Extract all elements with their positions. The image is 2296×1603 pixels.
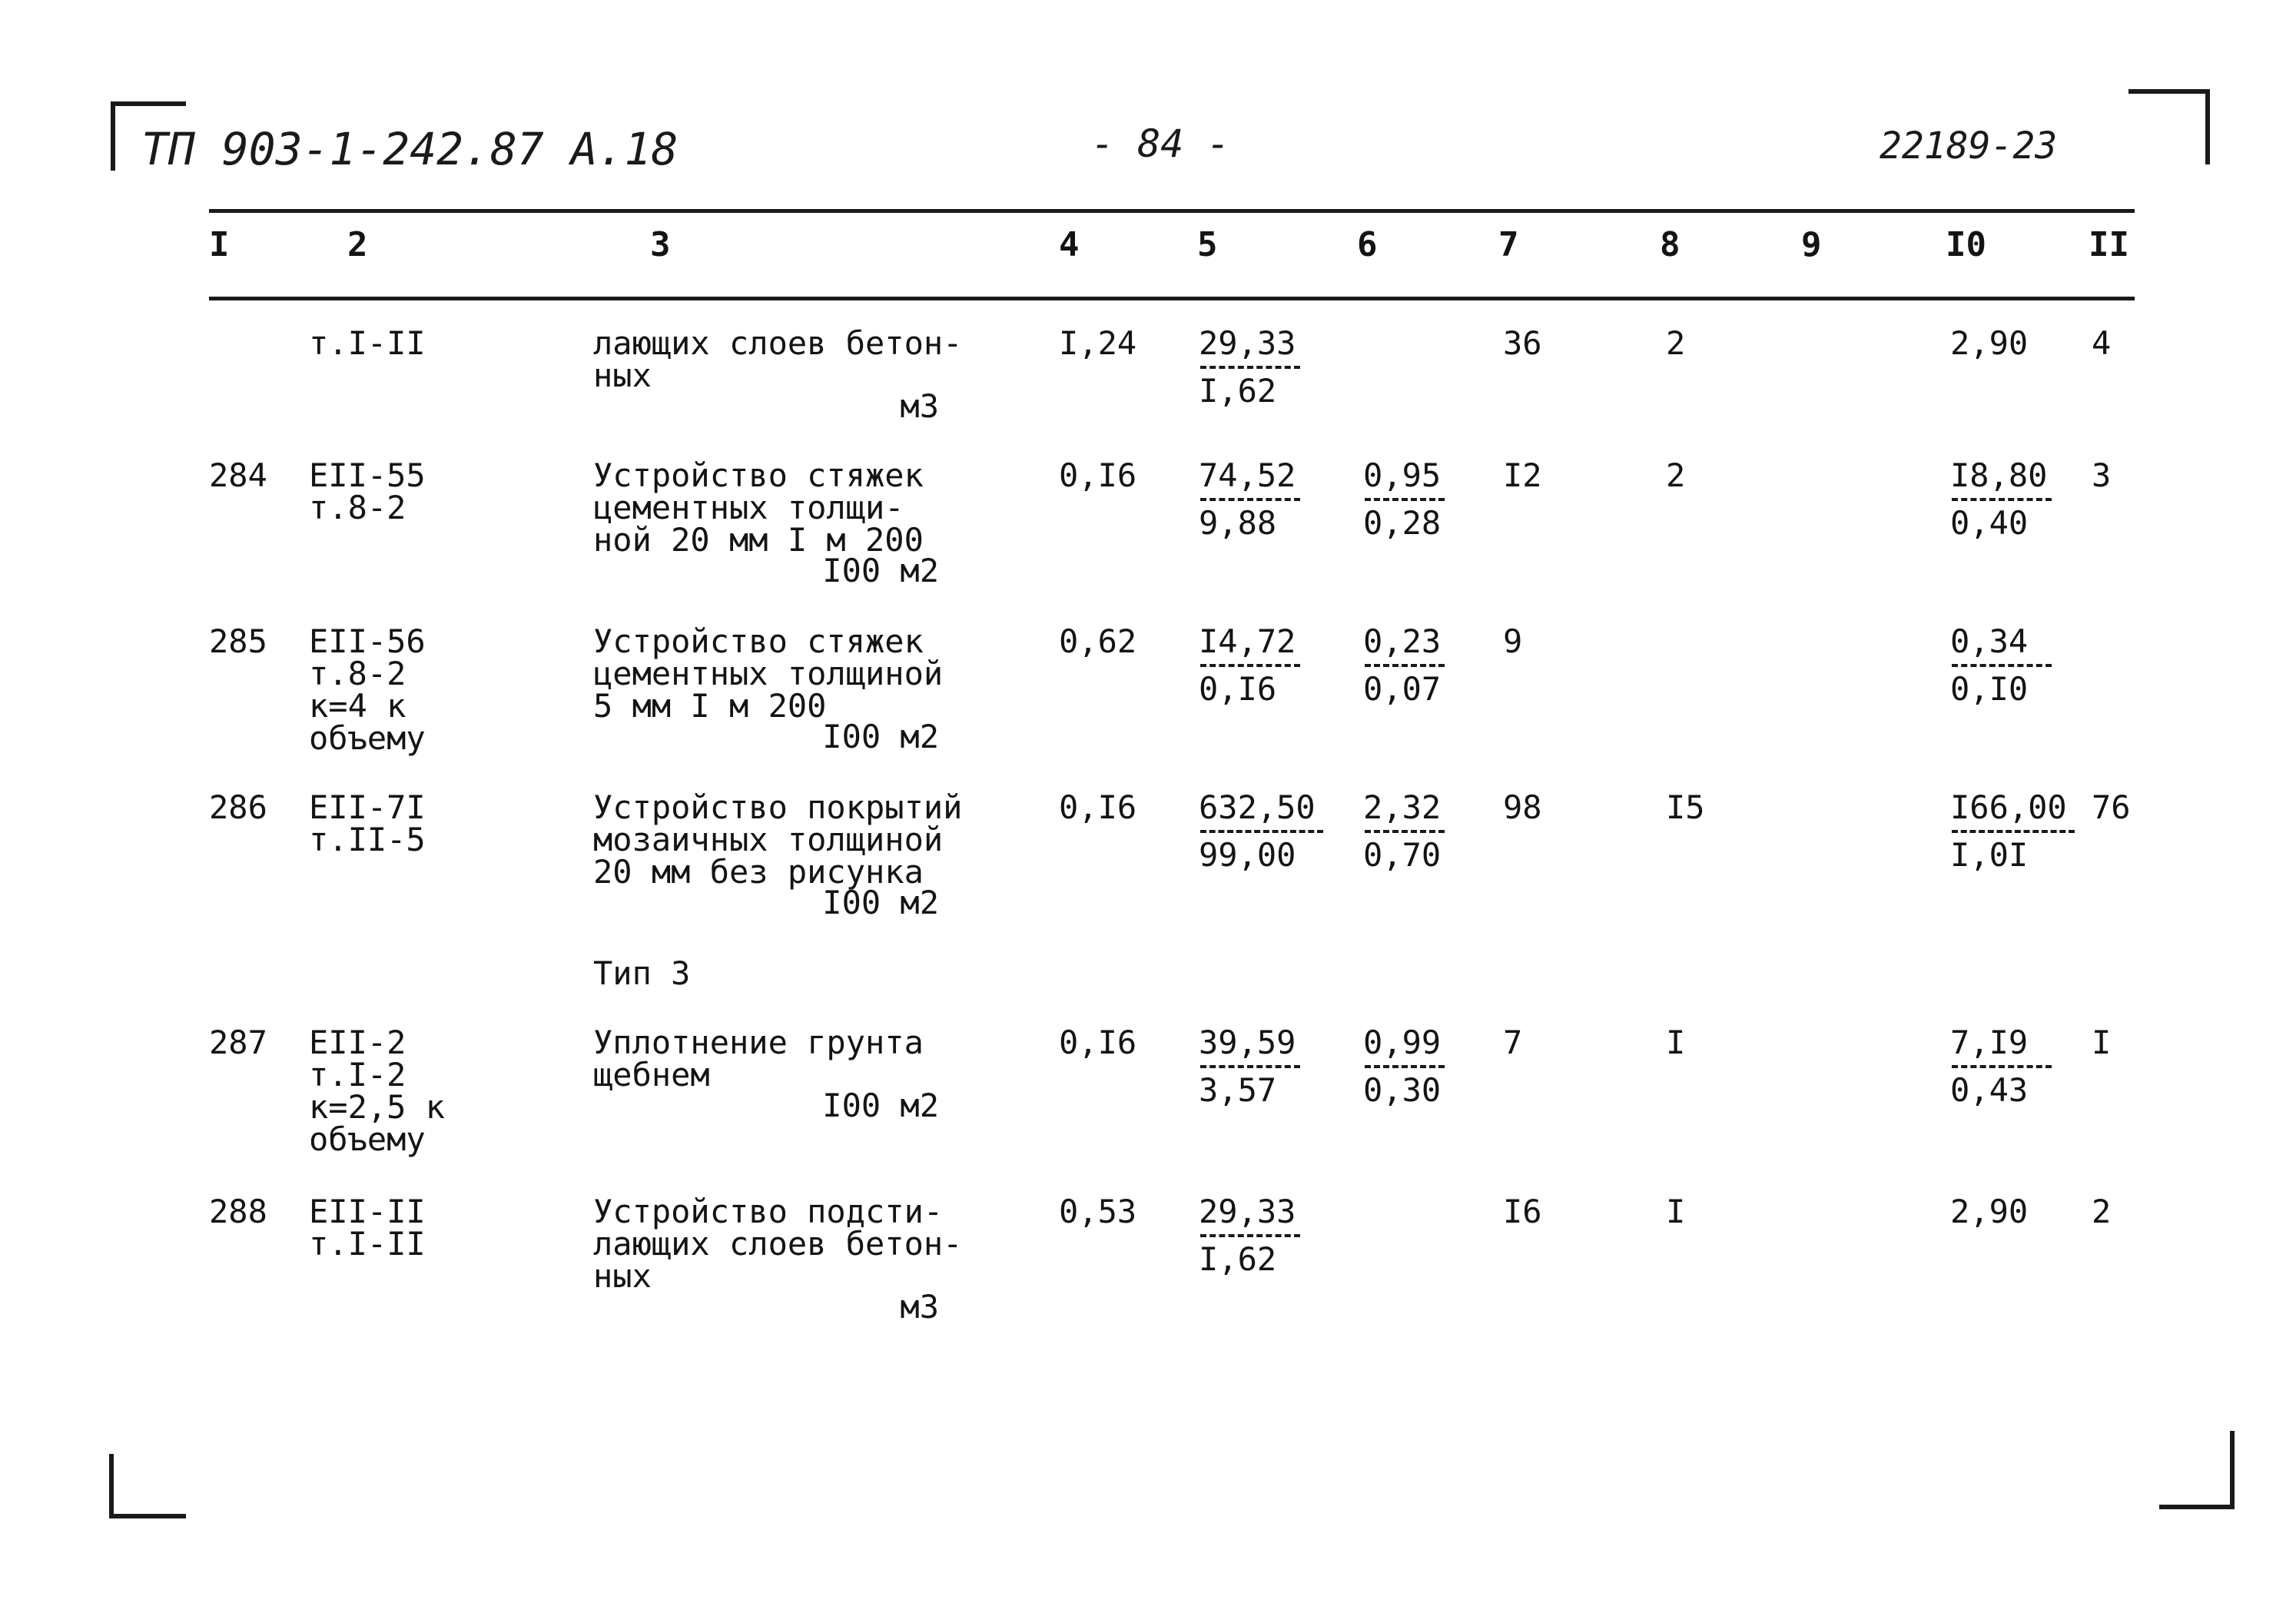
labor-total: 4: [2092, 324, 2112, 362]
norm-code: ЕII-56: [309, 622, 426, 660]
fraction-line: [1952, 1065, 2052, 1068]
norm-code: к=4 к: [309, 687, 406, 725]
unit-of-measure: I00 м2: [822, 884, 939, 921]
norm-code: т.8-2: [309, 655, 406, 692]
labor-value: 98: [1503, 788, 1542, 826]
fraction-line: [1365, 498, 1445, 501]
quantity-value: 0,I6: [1059, 456, 1137, 494]
unit-of-measure: м3: [900, 1288, 939, 1326]
work-description: ной 20 мм I м 200: [593, 521, 924, 559]
column-header: 9: [1801, 225, 1822, 264]
fraction-line: [1952, 498, 2052, 501]
norm-code: ЕII-55: [309, 456, 426, 494]
fraction-line: [1200, 366, 1300, 369]
total-cost: 7,I9: [1950, 1024, 2029, 1061]
workers-value: I5: [1666, 788, 1705, 826]
work-description: Уплотнение грунта: [593, 1024, 924, 1061]
work-description: Устройство покрытий: [593, 788, 963, 826]
work-description: мозаичных толщиной: [593, 821, 944, 858]
labor-total: 3: [2092, 456, 2112, 494]
total-cost: I66,00: [1950, 788, 2067, 826]
cost-wages: 0,I6: [1199, 670, 1277, 708]
total-cost: 0,34: [1950, 622, 2029, 660]
workers-value: I: [1666, 1193, 1686, 1230]
norm-code: т.8-2: [309, 489, 406, 526]
frame-corner-bottom-right: [2159, 1431, 2235, 1509]
total-cost: I8,80: [1950, 456, 2048, 494]
column-header: II: [2089, 225, 2129, 264]
labor-value: 36: [1503, 324, 1542, 362]
cost-total: I4,72: [1199, 622, 1296, 660]
row-number: 287: [209, 1024, 267, 1061]
work-description: цементных толщиной: [593, 655, 944, 692]
work-description: 20 мм без рисунка: [593, 853, 924, 891]
cost-total: 29,33: [1199, 1193, 1296, 1230]
column-header: 4: [1059, 225, 1080, 264]
work-description: лающих слоев бетон-: [593, 1225, 963, 1263]
frame-corner-bottom-left: [109, 1454, 186, 1518]
work-description: лающих слоев бетон-: [593, 324, 963, 362]
section-label: Тип 3: [593, 954, 691, 992]
column-header: 2: [347, 225, 368, 264]
fraction-line: [1365, 664, 1445, 667]
total-cost: 2,90: [1950, 1193, 2029, 1230]
column-header: 7: [1498, 225, 1519, 264]
workers-value: 2: [1666, 456, 1686, 494]
norm-code: объему: [309, 1120, 426, 1158]
norm-code: т.II-5: [309, 821, 426, 858]
norm-code: т.I-2: [309, 1056, 406, 1094]
unit-of-measure: I00 м2: [822, 1087, 939, 1124]
workers-value: 2: [1666, 324, 1686, 362]
quantity-value: 0,62: [1059, 622, 1137, 660]
labor-value: 9: [1503, 622, 1523, 660]
labor-total: 76: [2092, 788, 2131, 826]
quantity-value: 0,I6: [1059, 788, 1137, 826]
total-cost: 2,90: [1950, 324, 2029, 362]
row-number: 286: [209, 788, 267, 826]
quantity-value: 0,I6: [1059, 1024, 1137, 1061]
labor-total: I: [2092, 1024, 2112, 1061]
labor-total: 2: [2092, 1193, 2112, 1230]
cost-wages: 9,88: [1199, 504, 1277, 542]
total-wages: 0,I0: [1950, 670, 2029, 708]
norm-code: ЕII-2: [309, 1024, 406, 1061]
cost-total: 632,50: [1199, 788, 1316, 826]
norm-code: объему: [309, 719, 426, 757]
document-code: ТП 903-1-242.87 А.18: [141, 123, 679, 175]
table-top-rule: [209, 209, 2135, 213]
machine-cost: 0,99: [1363, 1024, 1442, 1061]
norm-code: ЕII-7I: [309, 788, 426, 826]
work-description: Устройство стяжек: [593, 456, 924, 494]
row-number: 285: [209, 622, 267, 660]
work-description: 5 мм I м 200: [593, 687, 827, 725]
machine-cost: 0,95: [1363, 456, 1442, 494]
work-description: цементных толщи-: [593, 489, 904, 526]
fraction-line: [1365, 830, 1445, 833]
fraction-line: [1200, 498, 1300, 501]
fraction-line: [1952, 664, 2052, 667]
fraction-line: [1200, 1065, 1300, 1068]
norm-code: т.I-II: [309, 1225, 426, 1263]
fraction-line: [1200, 664, 1300, 667]
table-header-rule: [209, 297, 2135, 300]
unit-of-measure: I00 м2: [822, 718, 939, 755]
work-description: щебнем: [593, 1056, 710, 1094]
norm-code: к=2,5 к: [309, 1088, 446, 1126]
quantity-value: I,24: [1059, 324, 1137, 362]
cost-wages: 99,00: [1199, 836, 1296, 874]
cost-total: 29,33: [1199, 324, 1296, 362]
fraction-line: [1200, 830, 1323, 833]
machine-wages: 0,07: [1363, 670, 1442, 708]
cost-wages: 3,57: [1199, 1071, 1277, 1109]
quantity-value: 0,53: [1059, 1193, 1137, 1230]
page-number: - 84 -: [1091, 121, 1230, 166]
column-header: 8: [1660, 225, 1681, 264]
workers-value: I: [1666, 1024, 1686, 1061]
cost-wages: I,62: [1199, 1240, 1277, 1278]
fraction-line: [1365, 1065, 1445, 1068]
machine-wages: 0,30: [1363, 1071, 1442, 1109]
total-wages: I,0I: [1950, 836, 2029, 874]
work-description: ных: [593, 357, 652, 394]
unit-of-measure: м3: [900, 387, 939, 425]
work-description: Устройство стяжек: [593, 622, 924, 660]
total-wages: 0,40: [1950, 504, 2029, 542]
column-header: I0: [1946, 225, 1986, 264]
norm-code: ЕII-II: [309, 1193, 426, 1230]
column-header: 6: [1357, 225, 1378, 264]
labor-value: I2: [1503, 456, 1542, 494]
labor-value: 7: [1503, 1024, 1523, 1061]
frame-corner-top-right: [2128, 89, 2210, 164]
column-header: I: [209, 225, 230, 264]
fraction-line: [1952, 830, 2075, 833]
cost-wages: I,62: [1199, 372, 1277, 410]
column-header: 5: [1197, 225, 1218, 264]
document-number: 22189-23: [1880, 124, 2058, 168]
row-number: 284: [209, 456, 267, 494]
unit-of-measure: I00 м2: [822, 552, 939, 589]
fraction-line: [1200, 1234, 1300, 1237]
machine-wages: 0,70: [1363, 836, 1442, 874]
work-description: ных: [593, 1257, 652, 1295]
work-description: Устройство подсти-: [593, 1193, 944, 1230]
cost-total: 39,59: [1199, 1024, 1296, 1061]
machine-cost: 2,32: [1363, 788, 1442, 826]
column-header: 3: [650, 225, 671, 264]
norm-code: т.I-II: [309, 324, 426, 362]
cost-total: 74,52: [1199, 456, 1296, 494]
machine-wages: 0,28: [1363, 504, 1442, 542]
total-wages: 0,43: [1950, 1071, 2029, 1109]
machine-cost: 0,23: [1363, 622, 1442, 660]
row-number: 288: [209, 1193, 267, 1230]
labor-value: I6: [1503, 1193, 1542, 1230]
